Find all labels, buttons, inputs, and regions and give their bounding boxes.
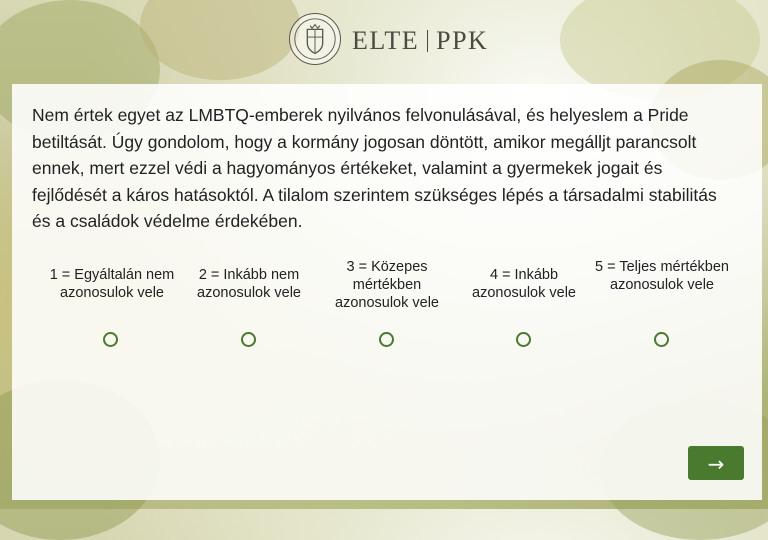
radio-option-4[interactable] [516, 332, 531, 347]
radio-option-5[interactable] [654, 332, 669, 347]
scale-option-label: 5 = Teljes mértékben azonosulok vele [595, 259, 729, 293]
logo-wordmark [352, 24, 488, 58]
university-seal-icon [289, 13, 341, 65]
question-panel [12, 84, 762, 500]
next-button[interactable]: → [688, 446, 744, 480]
scale-option-3 [317, 258, 457, 312]
scale-option-label: 2 = Inkább nem azonosulok vele [197, 267, 301, 301]
logo-divider [427, 30, 428, 52]
logo-elte: ELTE [352, 26, 420, 55]
radio-option-1[interactable] [103, 332, 118, 347]
header [0, 0, 768, 84]
scale-option-label: 3 = Közepes mértékben azonosulok vele [335, 259, 439, 311]
scale-option-label: 1 = Egyáltalán nem azonosulok vele [49, 267, 175, 301]
radio-option-2[interactable] [241, 332, 256, 347]
radio-option-3[interactable] [379, 332, 394, 347]
scale-option-4 [454, 266, 594, 302]
scale-option-1 [42, 266, 182, 302]
scale-option-label: 4 = Inkább azonosulok vele [472, 267, 576, 301]
scale-option-5 [592, 258, 732, 294]
question-text: Nem értek egyet az LMBTQ-emberek nyilvános felvonulásával, és helyeslem a Pride betiltását. Úgy gondolom, hogy a kormány jogosan döntött, amikor megálljt parancsolt ennek, mert ezzel védi a hagyományos értékeket, valamint a gyermekek jogait és fejlődését a káros hatásoktól. A tilalom szerintem szükséges lépés a társadalmi stabilitás és a családok védelme érdekében. [32, 105, 717, 231]
logo-ppk: PPK [436, 26, 489, 55]
scale-option-2 [179, 266, 319, 302]
